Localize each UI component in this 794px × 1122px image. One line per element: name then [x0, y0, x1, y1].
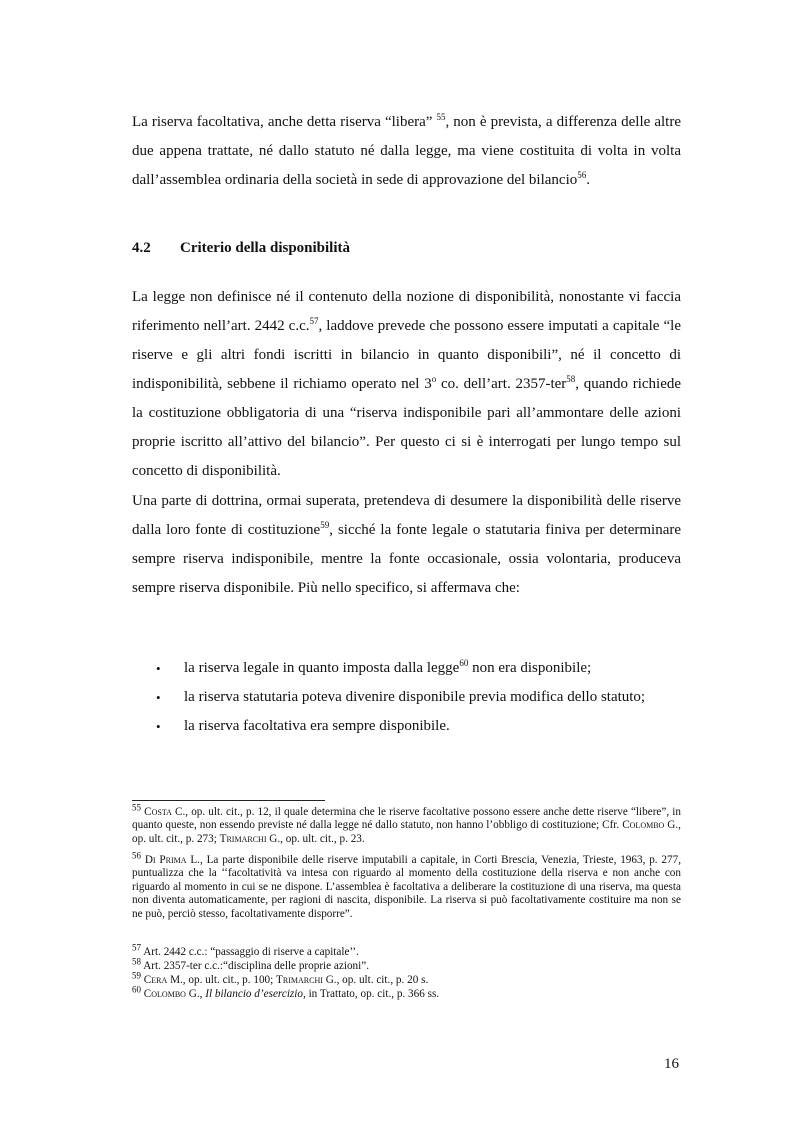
footnote-ref-56[interactable]: 56 — [577, 170, 587, 180]
footnote-58: $^{58}$ Art. 2357-ter c.c.:“disciplina delle proprie azioni”. — [132, 956, 370, 972]
paragraph-riserva-facoltativa: La riserva facoltativa, anche detta riserva “libera” $^{55}$, non è prevista, a differenza delle altre due appena trattate, né dallo statuto né dalla legge, ma viene costituita di volta in volta dall’assemblea ordinaria della società in sede di approvazione del bilancio$^{56}$. — [132, 112, 681, 188]
bullet-list — [156, 654, 645, 741]
page-number: 16 — [664, 1056, 679, 1072]
bullet-icon: • — [156, 719, 161, 734]
list-item: • la riserva legale in quanto imposta dalla legge$^{60}$ non era disponibile; — [156, 654, 645, 683]
list-item: • la riserva statutaria poteva divenire disponibile previa modifica dello statuto; — [156, 683, 645, 712]
footnote-56: $^{56}$ Di Prima L., La parte disponibile delle riserve imputabili a capitale, in Corti Brescia, Venezia, Trieste, 1963, p. 277, puntualizza che la ‘‘facoltatività va intesa con riguardo al momento della costituzione della riserva e non anche con riguardo al momento in cui se ne dispone. L’assemblea è facoltativa a deliberare la costituzione di una riserva, ma questa non diventa automaticamente, per ragioni di nascita, disponibile. La riserva si può facoltativamente costituire ma non se ne può, perciò stesso, facoltativamente disporre”. — [132, 850, 681, 920]
footnote-ref-57[interactable]: 57 — [309, 316, 319, 326]
bullet-icon: • — [156, 690, 161, 705]
section-heading — [132, 240, 350, 257]
section-title: Criterio della disponibilità — [180, 240, 351, 256]
footnote-55: $^{55}$ Costa C., op. ult. cit., p. 12, il quale determina che le riserve facoltative possono essere anche dette riserve “libere”, in quanto queste, non essendo previste né dalla legge né dallo statuto, non hanno l’obbligo di costituzione; Cfr. Colombo G., op. ult. cit., p. 273; Trimarchi G., op. ult. cit., p. 23. — [132, 802, 681, 845]
footnote-60: $^{60}$ Colombo G., Il bilancio d’esercizio, in Trattato, op. cit., p. 366 ss. — [132, 984, 440, 1000]
footnote-separator — [132, 800, 325, 801]
footnote-ref-58[interactable]: 58 — [566, 374, 576, 384]
bullet-icon: • — [156, 661, 161, 676]
footnote-ref-55[interactable]: 55 — [436, 112, 446, 122]
footnote-ref-60[interactable]: 60 — [459, 658, 469, 668]
footnote-ref-59[interactable]: 59 — [320, 520, 330, 530]
ordinal-superscript: o — [431, 374, 437, 384]
paragraph-nozione-disponibilita: La legge non definisce né il contenuto della nozione di disponibilità, nonostante vi faccia riferimento nell’art. 2442 c.c.$^{57}$, laddove prevede che possono essere imputati a capitale “le riserve e gli altri fondi iscritti in bilancio in quanto disponibili”, né il concetto di indisponibilità, sebbene il richiamo operato nel 3$^o$ co. dell’art. 2357-ter$^{58}$, quando richiede la costituzione obbligatoria di una “riserva indisponibile pari all’ammontare delle azioni proprie iscritto all’attivo del bilancio”. Per questo ci si è interrogati per lungo tempo sul concetto di disponibilità. — [132, 289, 682, 479]
section-number: 4.2 — [132, 240, 151, 256]
list-item: • la riserva facoltativa era sempre disponibile. — [156, 712, 645, 741]
footnote-59: $^{59}$ Cera M., op. ult. cit., p. 100; Trimarchi G., op. ult. cit., p. 20 s. — [132, 970, 429, 986]
paragraph-dottrina: Una parte di dottrina, ormai superata, pretendeva di desumere la disponibilità delle riserve dalla loro fonte di costituzione$^{59}$, sicché la fonte legale o statutaria finiva per determinare sempre riserva indisponibile, mentre la fonte occasionale, ossia volontaria, produceva sempre riserva disponibile. Più nello specifico, si affermava che: — [132, 493, 681, 596]
footnote-57: $^{57}$ Art. 2442 c.c.: “passaggio di riserve a capitale’’. — [132, 942, 359, 958]
